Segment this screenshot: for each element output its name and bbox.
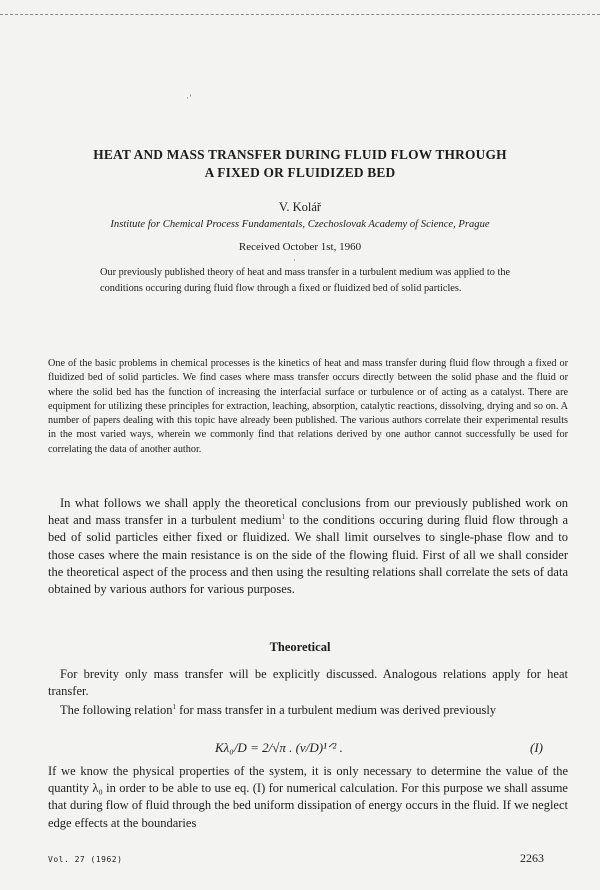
- equation-number: (I): [530, 740, 543, 755]
- body-paragraph-2: For brevity only mass transfer will be explicitly discussed. Analogous relations apply for heat transfer.: [48, 667, 568, 699]
- scan-speck: ·: [293, 255, 296, 265]
- journal-volume: Vol. 27 (1962): [48, 855, 123, 864]
- body-paragraph-1: [48, 495, 568, 598]
- body-paragraph-4: If we know the physical properties of the system, it is only necessary to determine the value of the quantity λ₀ in order to be able to use eq. (I) for numerical calculation. For this purpose we shall assume that during flow of fluid through the bed uniform dissipation of energy occurs in the fluid. If we neglect edge effects at the boundaries: [48, 764, 568, 830]
- page-number: 2263: [520, 851, 544, 865]
- paragraph-text: for mass transfer in a turbulent medium was derived previously: [175, 703, 497, 717]
- reference-marker: 1: [281, 513, 285, 522]
- article-title: [40, 146, 560, 182]
- title-line-1: HEAT AND MASS TRANSFER DURING FLUID FLOW THROUGH: [93, 147, 507, 162]
- paragraph-text: to the conditions occuring during fluid flow through a bed of solid particles either fixed or fluidized. We shall limit ourselves to single-phase flow and to those cases where the main resistance is on the side of the flowing fluid. First of all we shall consider the theoretical aspect of the process and then using the resulting relations shall correlate the sets of data obtained by various authors for various purposes.: [48, 513, 569, 597]
- scan-speck: ·’: [186, 93, 192, 103]
- author-affiliation: Institute for Chemical Process Fundamentals, Czechoslovak Academy of Science, Prague: [110, 219, 490, 230]
- author-name: V. Kolář: [278, 200, 322, 214]
- section-heading: Theoretical: [269, 640, 331, 654]
- equation: Kλ₀/D = 2/√π . (v/D)¹ᐟ² .: [215, 740, 343, 755]
- paragraph-text: The following relation: [60, 703, 173, 717]
- paragraph-text: In what follows we shall apply the theoretical conclusions from our previously published work on heat and mass transfer in a turbulent medium: [48, 496, 568, 528]
- top-rule: [0, 14, 600, 15]
- body-paragraph-3: [48, 702, 568, 719]
- introduction-paragraph: One of the basic problems in chemical processes is the kinetics of heat and mass transfer during fluid flow through a fixed or fluidized bed of solid particles. We find cases where mass transfer occurs directly between the solid phase and the fluid or where the solid bed has the function of increasing the interfacial surface or turbulence or of acting as a catalyst. There are equipment for utilizing these principles for extraction, leaching, absorption, catalytic reactions, dissolving, drying and so on. A number of papers dealing with this topic have already been published. The various authors correlate their experimental results in the most varied ways, wherein we commonly find that relations derived by one author cannot successfully be used for correlating the data of another author.: [48, 358, 568, 455]
- received-date: Received October 1st, 1960: [238, 241, 362, 253]
- title-line-2: A FIXED OR FLUIDIZED BED: [204, 165, 396, 180]
- abstract: Our previously published theory of heat and mass transfer in a turbulent medium was applied to the conditions occuring during fluid flow through a fixed or fluidized bed of solid particles.: [100, 267, 511, 294]
- reference-marker: 1: [172, 702, 176, 711]
